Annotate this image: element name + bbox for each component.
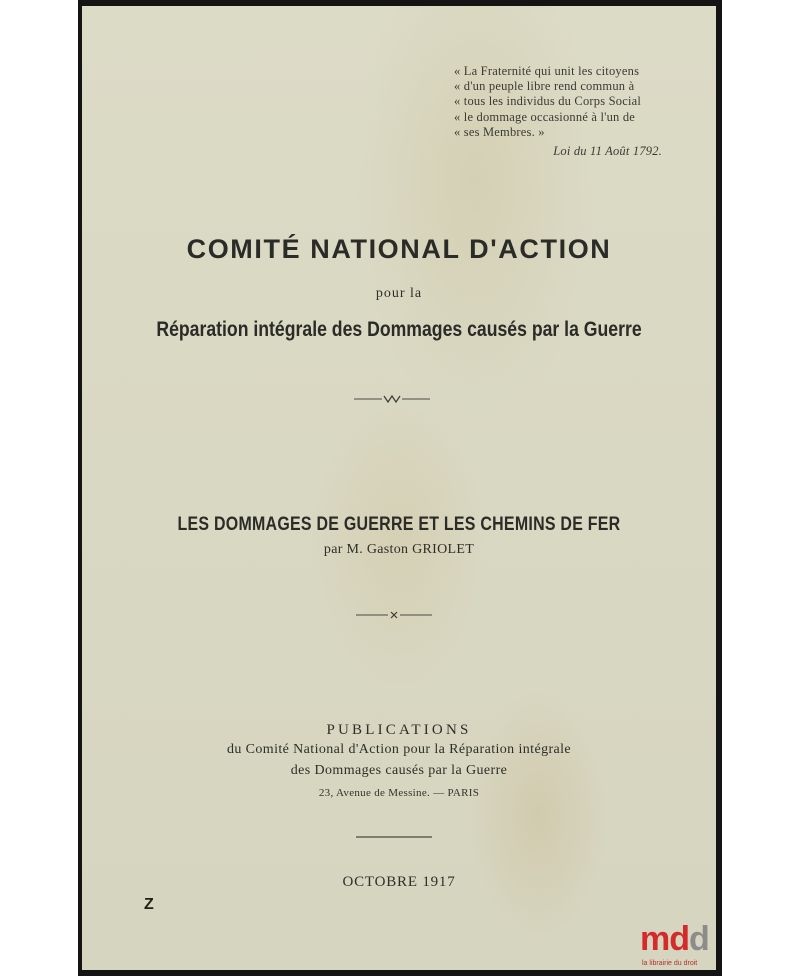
title-connector: pour la — [375, 286, 423, 301]
epigraph-line: « le dommage occasionné à l'un de — [454, 109, 636, 124]
article-byline: par M. Gaston GRIOLET — [323, 542, 475, 557]
publication-date: OCTOBRE 1917 — [342, 874, 456, 890]
committee-title: COMITÉ NATIONAL D'ACTION — [186, 234, 612, 264]
logo-letter: d — [669, 920, 690, 958]
epigraph-line: « La Fraternité qui unit les citoyens — [454, 64, 640, 78]
ornament-divider-icon — [352, 394, 432, 404]
document-page — [82, 6, 716, 970]
publisher-address: 23, Avenue de Messine. — PARIS — [318, 787, 480, 799]
mdd-logo — [640, 922, 722, 974]
publications-heading: PUBLICATIONS — [326, 722, 472, 738]
epigraph-source: Loi du 11 Août 1792. — [553, 144, 662, 159]
committee-purpose: Réparation intégrale des Dommages causés par la Guerre — [156, 318, 642, 341]
epigraph-line: « ses Membres. » — [454, 124, 545, 139]
epigraph-line: « tous les individus du Corps Social — [454, 94, 642, 109]
publisher-line: des Dommages causés par la Guerre — [290, 763, 508, 778]
logo-letter: d — [689, 920, 709, 958]
publisher-line: du Comité National d'Action pour la Réparation intégrale — [226, 742, 572, 757]
article-title: LES DOMMAGES DE GUERRE ET LES CHEMINS DE FER — [177, 514, 621, 535]
epigraph-line: « d'un peuple libre rend commun à — [454, 79, 635, 94]
ornament-divider-icon — [354, 610, 434, 620]
rule-divider-icon — [354, 834, 434, 840]
logo-letter: m — [640, 920, 670, 958]
logo-letters — [640, 922, 722, 956]
shelf-mark: Z — [144, 896, 154, 913]
logo-tagline: la librairie du droit — [642, 960, 698, 967]
epigraph — [454, 64, 706, 159]
